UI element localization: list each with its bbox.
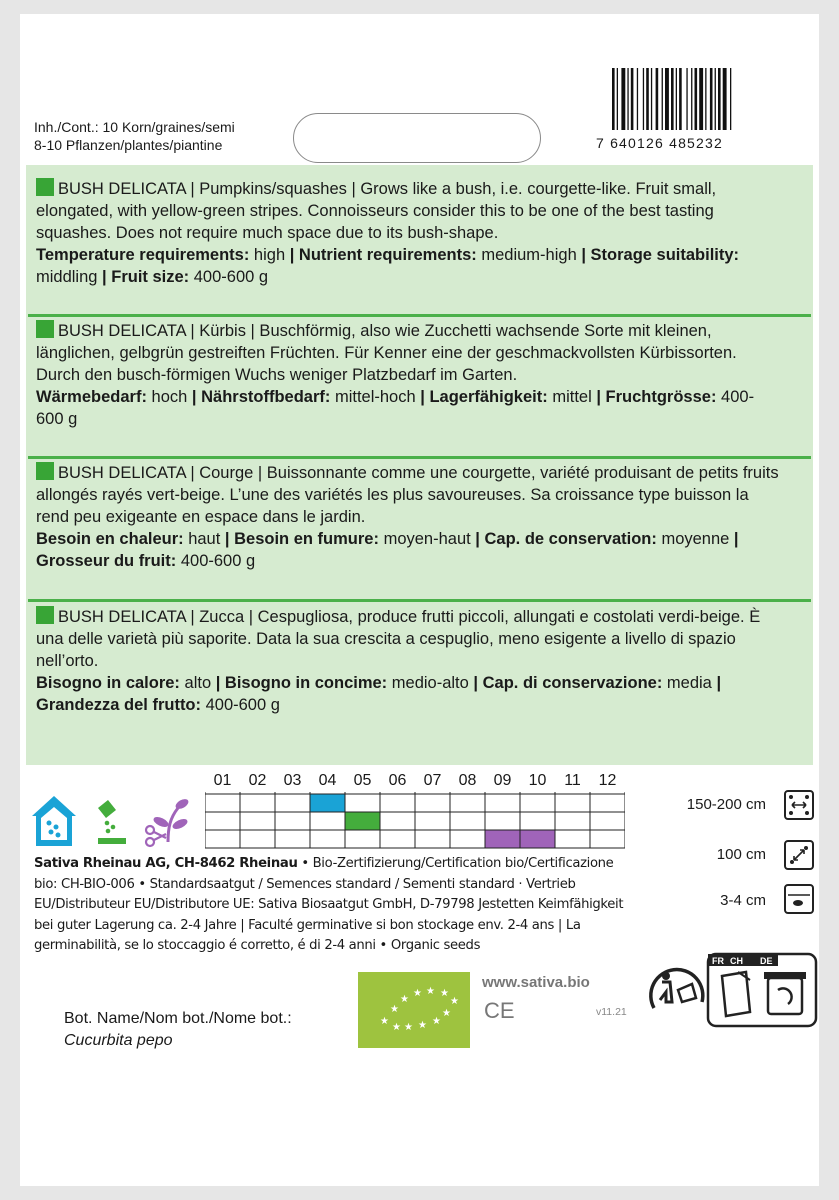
month-label: 11 [564,772,581,789]
calendar-bar [345,812,380,830]
month-label: 03 [283,772,302,789]
attr-label: | Grandezza del frutto: [36,674,722,714]
attr-value: middling [36,268,103,286]
eu-organic-logo [358,972,470,1048]
attr-value: 400-600 g [176,552,256,570]
plant-spacing-value: 100 cm [716,846,766,863]
attr-value: hoch [146,388,192,406]
attr-value: high [249,246,290,264]
attr-label: | Storage suitability: [581,246,740,264]
recycling-tab: DE [760,956,773,966]
attr-value: medio-alto [387,674,474,692]
attr-label: | Grosseur du fruit: [36,530,739,570]
seed-count: Inh./Cont.: 10 Korn/graines/semi [34,119,235,135]
attr-value: 400-600 g [201,696,280,714]
attr-label: | Bisogno in concime: [215,674,388,692]
sowing-depth-icon [784,884,814,914]
intro-text: BUSH DELICATA | Kürbis | Buschförmig, also wie Zucchetti wachsende Sorte mit kleinen, länglichen, gelbgrün gestreiften Früchten. Für Kenner eine der geschmackvollsten Kürbissorten. Durch den busch-förmigen Wuchs weniger Platzbedarf im Garten. [36,322,737,384]
triman-icon [651,970,703,1008]
plant-spacing-icon [784,840,814,870]
company-name: Sativa Rheinau AG, CH-8462 Rheinau [34,856,298,871]
hang-hole [293,113,541,163]
svg-text:★: ★ [404,1022,413,1033]
month-label: 08 [458,772,477,789]
attr-value: mittel [547,388,597,406]
svg-text:★: ★ [432,1016,441,1027]
recycling-info [648,950,818,1028]
attr-label: | Besoin en fumure: [224,530,379,548]
month-label: 05 [353,772,372,789]
certification-text: • Bio-Zertifizierung/Certification bio/Certificazione bio: CH-BIO-006 • Standardsaatgut / Semences standard / Sementi standard · Vertrieb EU/Distributeur EU/Distributore UE: Sativa Biosaatgut GmbH, D-79798 Jestetten Keimfähigkeit bei guter Lagerung ca. 2-4 Jahre | Faculté germinative si bon stockage env. 2-4 ans | La germinabilità, se lo stoccaggio é corretto, é di 2-4 anni • Organic seeds [34,856,624,953]
attr-value: medium-high [476,246,582,264]
attr-label: Besoin en chaleur: [36,530,184,548]
intro-text: BUSH DELICATA | Pumpkins/squashes | Grows like a bush, i.e. courgette-like. Fruit small, elongated, with yellow-green stripes. Connoisseurs consider this to be one of the best tasting squashes. Does not require much space due to its bush-shape. [36,180,717,242]
calendar-bar [310,794,345,812]
description-it [36,606,781,716]
description-de [36,320,781,430]
indoor-sowing-icon [32,796,76,846]
svg-text:★: ★ [440,988,449,999]
svg-text:★: ★ [392,1022,401,1033]
attr-label: | Cap. di conservazione: [473,674,663,692]
attr-label: Bisogno in calore: [36,674,180,692]
svg-text:★: ★ [413,988,422,999]
botanical-name [64,1008,292,1052]
producer-info [34,854,634,957]
green-square-icon [36,178,54,196]
svg-text:★: ★ [442,1008,451,1019]
month-label: 02 [248,772,267,789]
month-label: 09 [493,772,512,789]
attr-label: | Fruchtgrösse: [596,388,717,406]
paper-envelope-icon [722,972,750,1016]
spacing-specs [630,780,820,920]
attr-label: | Lagerfähigkeit: [420,388,548,406]
attr-label: Temperature requirements: [36,246,250,264]
intro-text: BUSH DELICATA | Zucca | Cespugliosa, produce frutti piccoli, allungati e costolati verdi-beige. È una delle varietà più saporite. Data la sua crescita a cespuglio, meno esigente a livello di spazio nell’orto. [36,608,761,670]
contents-info [34,118,235,154]
section-divider [28,456,811,459]
svg-text:★: ★ [380,1016,389,1027]
green-square-icon [36,320,54,338]
website-link[interactable]: www.sativa.bio [482,974,590,991]
waste-bin-icon [764,972,806,1014]
version-label: v11.21 [596,1006,627,1018]
recycling-tab: CH [730,956,743,966]
ce-mark: CE [484,998,515,1023]
month-label: 01 [213,772,232,789]
attr-label: | Fruit size: [102,268,190,286]
calendar-bar [520,830,555,848]
plant-count: 8-10 Pflanzen/plantes/piantine [34,137,223,153]
attr-value: moyenne [656,530,734,548]
attr-value: moyen-haut [378,530,476,548]
green-square-icon [36,606,54,624]
attr-value: haut [183,530,225,548]
svg-text:★: ★ [400,994,409,1005]
month-label: 06 [388,772,407,789]
attr-value: 400-600 g [189,268,269,286]
botanical-label: Bot. Name/Nom bot./Nome bot.: [64,1010,292,1027]
outdoor-sowing-icon [98,800,126,844]
month-label: 12 [598,772,617,789]
svg-text:★: ★ [390,1004,399,1015]
sowing-depth-value: 3-4 cm [720,892,766,909]
attr-label: | Cap. de conservation: [475,530,657,548]
recycling-tab: FR [712,956,724,966]
barcode [612,68,772,130]
attr-value: alto [179,674,216,692]
svg-text:★: ★ [418,1020,427,1031]
section-divider [28,599,811,602]
calendar-months [205,772,625,794]
sowing-calendar [205,770,625,850]
harvest-icon [146,797,190,846]
intro-text: BUSH DELICATA | Courge | Buissonnante comme une courgette, variété produisant de petits fruits allongés rayés vert-beige. L’une des variétés les plus savoureuses. Sa croissance type buisson la rend peu exigeante en espace dans le jardin. [36,464,779,526]
calendar-grid [205,792,625,852]
attr-value: 400-600 g [36,388,755,428]
description-fr [36,462,781,572]
month-label: 10 [528,772,547,789]
green-square-icon [36,462,54,480]
attr-label: Wärmebedarf: [36,388,147,406]
latin-name: Cucurbita pepo [64,1032,173,1049]
month-label: 07 [423,772,442,789]
row-spacing-icon [784,790,814,820]
row-spacing-value: 150-200 cm [686,796,766,813]
calendar-bar [485,830,520,848]
attr-label: | Nutrient requirements: [289,246,477,264]
activity-icons [28,790,198,850]
svg-text:★: ★ [426,986,435,997]
attr-value: media [662,674,717,692]
svg-text:★: ★ [450,996,459,1007]
description-en [36,178,781,288]
section-divider [28,314,811,317]
attr-value: mittel-hoch [330,388,421,406]
month-label: 04 [318,772,337,789]
barcode-number: 7 640126 485232 [596,135,723,151]
attr-label: | Nährstoffbedarf: [191,388,331,406]
